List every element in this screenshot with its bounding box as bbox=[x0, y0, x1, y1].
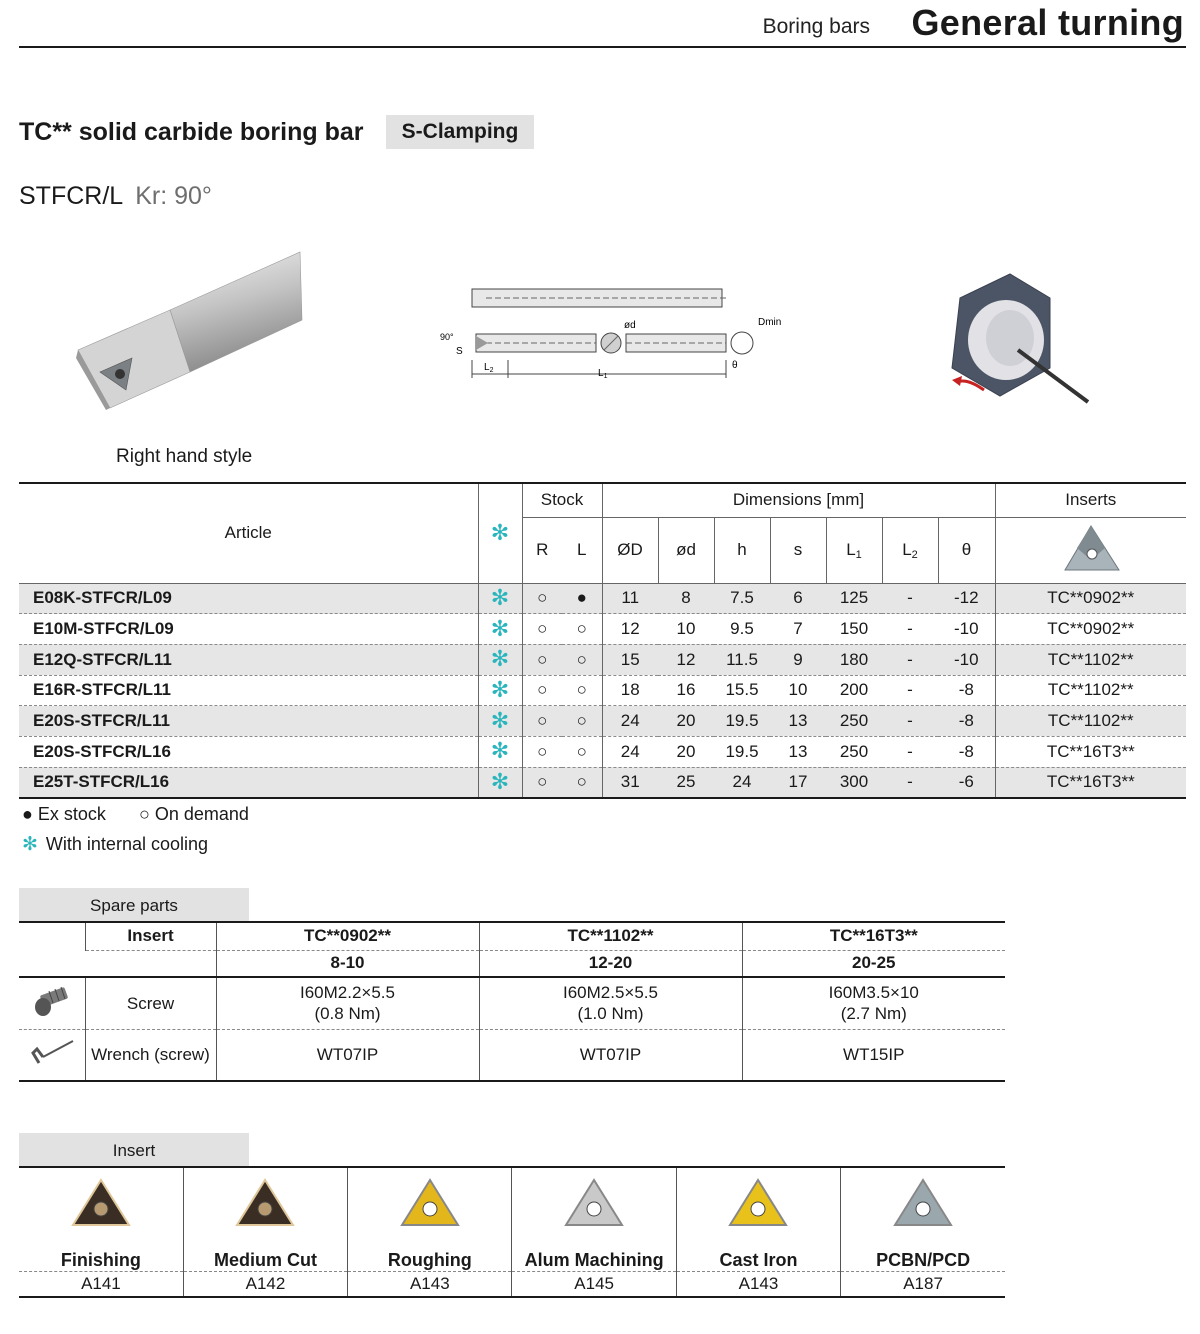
cooling-cell bbox=[478, 767, 522, 798]
cell-d: 16 bbox=[658, 675, 714, 706]
grade-name: Roughing bbox=[348, 1243, 512, 1271]
screw-icon bbox=[27, 983, 77, 1019]
wrench-icon bbox=[27, 1037, 77, 1067]
cooling-cell bbox=[478, 583, 522, 614]
screw-label: Screw bbox=[85, 977, 216, 1029]
grade-page[interactable]: A143 bbox=[676, 1271, 840, 1297]
cell-L2: - bbox=[882, 706, 938, 737]
cooling-cell bbox=[478, 736, 522, 767]
cell-D: 15 bbox=[602, 644, 658, 675]
cell-L1: 125 bbox=[826, 583, 882, 614]
spare-parts-table bbox=[19, 921, 1005, 1082]
article-code: E16R-STFCR/L11 bbox=[19, 675, 478, 706]
grade-name: Finishing bbox=[19, 1243, 183, 1271]
cell-l: ○ bbox=[562, 614, 602, 645]
screw-code: I60M2.5×5.5 bbox=[563, 983, 658, 1003]
insert-grade-icon bbox=[233, 1175, 297, 1231]
cell-l: ● bbox=[562, 583, 602, 614]
screw-torque: (0.8 Nm) bbox=[314, 1004, 381, 1024]
table-row bbox=[19, 583, 1186, 614]
section-label: Boring bars bbox=[762, 15, 870, 38]
grade-page[interactable]: A142 bbox=[183, 1271, 347, 1297]
table-row bbox=[19, 706, 1186, 737]
grade-name: PCBN/PCD bbox=[841, 1243, 1005, 1271]
article-code: E08K-STFCR/L09 bbox=[19, 583, 478, 614]
cell-D: 18 bbox=[602, 675, 658, 706]
article-code: E20S-STFCR/L11 bbox=[19, 706, 478, 737]
cooling-cell bbox=[478, 675, 522, 706]
snowflake-icon: ✻ bbox=[490, 646, 510, 672]
cell-theta: -8 bbox=[938, 736, 995, 767]
col-dim-d: ød bbox=[658, 517, 714, 583]
spare-range: 8-10 bbox=[216, 950, 479, 977]
col-stock-r: R bbox=[522, 517, 562, 583]
insert-grade-icon bbox=[891, 1175, 955, 1231]
col-dim-L1 bbox=[826, 517, 882, 583]
wrench-label: Wrench (screw) bbox=[85, 1029, 216, 1081]
grade-image bbox=[841, 1167, 1005, 1243]
cell-L1: 200 bbox=[826, 675, 882, 706]
article-code: E20S-STFCR/L16 bbox=[19, 736, 478, 767]
l2-sub: 2 bbox=[489, 367, 494, 374]
article-code: E10M-STFCR/L09 bbox=[19, 614, 478, 645]
col-dim-L1-text: L bbox=[846, 539, 856, 559]
insert-grade-icon bbox=[398, 1175, 462, 1231]
cell-theta: -6 bbox=[938, 767, 995, 798]
insert-grades-table bbox=[19, 1166, 1005, 1298]
page-title: General turning bbox=[911, 2, 1184, 43]
table-row bbox=[19, 736, 1186, 767]
boring-bar-image bbox=[70, 250, 310, 410]
clamping-badge: S-Clamping bbox=[386, 115, 534, 149]
screw-code: I60M2.2×5.5 bbox=[300, 983, 395, 1003]
cell-r: ○ bbox=[522, 767, 562, 798]
col-dim-L2 bbox=[882, 517, 938, 583]
workpiece-image bbox=[940, 268, 1100, 418]
insert-icon bbox=[1061, 522, 1121, 574]
snowflake-icon: ✻ bbox=[22, 834, 38, 855]
screw-torque: (1.0 Nm) bbox=[577, 1004, 644, 1024]
cell-L1: 250 bbox=[826, 706, 882, 737]
wrench-image bbox=[19, 1029, 85, 1081]
cell-h: 7.5 bbox=[714, 583, 770, 614]
cell-d: 20 bbox=[658, 706, 714, 737]
cell-insert: TC**16T3** bbox=[995, 767, 1186, 798]
cell-D: 24 bbox=[602, 706, 658, 737]
screw-cell bbox=[742, 977, 1005, 1029]
cell-h: 19.5 bbox=[714, 736, 770, 767]
col-dim-h: h bbox=[714, 517, 770, 583]
insert-grade-icon bbox=[726, 1175, 790, 1231]
cell-h: 19.5 bbox=[714, 706, 770, 737]
grade-image bbox=[183, 1167, 347, 1243]
cell-L1: 300 bbox=[826, 767, 882, 798]
cell-theta: -8 bbox=[938, 706, 995, 737]
cell-d: 10 bbox=[658, 614, 714, 645]
grade-page[interactable]: A141 bbox=[81, 1273, 121, 1293]
cell-l: ○ bbox=[562, 736, 602, 767]
cell-h: 24 bbox=[714, 767, 770, 798]
cell-r: ○ bbox=[522, 706, 562, 737]
col-dim-D: ØD bbox=[602, 517, 658, 583]
screw-image bbox=[19, 977, 85, 1029]
cell-h: 15.5 bbox=[714, 675, 770, 706]
table-row bbox=[19, 675, 1186, 706]
snowflake-icon: ✻ bbox=[490, 584, 510, 610]
snowflake-icon: ✻ bbox=[490, 707, 510, 733]
wrench-code: WT07IP bbox=[479, 1029, 742, 1081]
cell-L2: - bbox=[882, 767, 938, 798]
col-dim-L1-sub: 1 bbox=[855, 548, 862, 561]
on-demand-label: On demand bbox=[154, 804, 249, 824]
cell-L2: - bbox=[882, 583, 938, 614]
ex-stock-label: Ex stock bbox=[37, 804, 106, 824]
s-label: S bbox=[456, 346, 463, 357]
article-code: E25T-STFCR/L16 bbox=[19, 767, 478, 798]
cooling-cell bbox=[478, 706, 522, 737]
cell-L2: - bbox=[882, 614, 938, 645]
spare-range: 20-25 bbox=[742, 950, 1005, 977]
cell-d: 20 bbox=[658, 736, 714, 767]
col-dim-L2-sub: 2 bbox=[911, 548, 918, 561]
cell-r: ○ bbox=[522, 736, 562, 767]
cell-h: 9.5 bbox=[714, 614, 770, 645]
product-title: TC** solid carbide boring bar bbox=[19, 118, 364, 146]
col-stock: Stock bbox=[522, 483, 602, 517]
on-demand-icon: ○ bbox=[138, 804, 150, 824]
figure-caption: Right hand style bbox=[116, 446, 253, 467]
cell-theta: -10 bbox=[938, 614, 995, 645]
cooling-cell bbox=[478, 614, 522, 645]
insert-grade-icon bbox=[562, 1175, 626, 1231]
model-line bbox=[19, 182, 212, 211]
cell-s: 10 bbox=[770, 675, 826, 706]
cell-theta: -10 bbox=[938, 644, 995, 675]
cell-s: 7 bbox=[770, 614, 826, 645]
cell-d: 25 bbox=[658, 767, 714, 798]
cell-insert: TC**1102** bbox=[995, 644, 1186, 675]
cell-insert: TC**0902** bbox=[995, 614, 1186, 645]
table-row bbox=[19, 644, 1186, 675]
cell-s: 17 bbox=[770, 767, 826, 798]
svg-text:L2 bbox=[484, 362, 494, 374]
cell-r: ○ bbox=[522, 583, 562, 614]
cell-l: ○ bbox=[562, 706, 602, 737]
grade-page[interactable]: A145 bbox=[512, 1271, 676, 1297]
cell-l: ○ bbox=[562, 644, 602, 675]
article-code: E12Q-STFCR/L11 bbox=[19, 644, 478, 675]
col-dim-L2-text: L bbox=[902, 539, 912, 559]
snowflake-icon: ✻ bbox=[490, 519, 510, 545]
snowflake-icon: ✻ bbox=[490, 768, 510, 794]
table-row bbox=[19, 614, 1186, 645]
cell-s: 9 bbox=[770, 644, 826, 675]
cell-r: ○ bbox=[522, 614, 562, 645]
cell-r: ○ bbox=[522, 644, 562, 675]
grade-image bbox=[348, 1167, 512, 1243]
col-article: Article bbox=[19, 483, 478, 583]
l1-label: L bbox=[598, 368, 604, 379]
grade-page[interactable]: A143 bbox=[348, 1271, 512, 1297]
cooling-label: With internal cooling bbox=[45, 834, 209, 854]
kr-angle: Kr: 90° bbox=[135, 182, 212, 210]
cell-d: 8 bbox=[658, 583, 714, 614]
grade-image bbox=[19, 1167, 183, 1243]
col-dim-theta: θ bbox=[938, 517, 995, 583]
cooling-cell bbox=[478, 644, 522, 675]
spare-insert: TC**0902** bbox=[216, 922, 479, 950]
screw-cell bbox=[479, 977, 742, 1029]
legend-stock bbox=[22, 804, 249, 825]
col-stock-l: L bbox=[562, 517, 602, 583]
cell-D: 24 bbox=[602, 736, 658, 767]
cell-D: 12 bbox=[602, 614, 658, 645]
cell-s: 13 bbox=[770, 706, 826, 737]
wrench-code: WT07IP bbox=[216, 1029, 479, 1081]
l1-sub: 1 bbox=[603, 373, 608, 380]
screw-cell bbox=[216, 977, 479, 1029]
spare-insert: TC**16T3** bbox=[742, 922, 1005, 950]
cell-theta: -8 bbox=[938, 675, 995, 706]
insert-label: Insert bbox=[85, 922, 216, 950]
od-label: ød bbox=[624, 320, 636, 331]
cell-L1: 250 bbox=[826, 736, 882, 767]
cooling-header bbox=[478, 483, 522, 583]
cell-L2: - bbox=[882, 736, 938, 767]
legend-cooling bbox=[22, 834, 208, 855]
snowflake-icon: ✻ bbox=[490, 738, 510, 764]
grade-name: Cast Iron bbox=[676, 1243, 840, 1271]
screw-code: I60M3.5×10 bbox=[828, 983, 919, 1003]
theta-label: θ bbox=[732, 360, 738, 371]
spare-insert: TC**1102** bbox=[479, 922, 742, 950]
snowflake-icon: ✻ bbox=[490, 676, 510, 702]
col-dim-s: s bbox=[770, 517, 826, 583]
dmin-label: Dmin bbox=[758, 317, 782, 328]
spare-parts-tab: Spare parts bbox=[19, 888, 249, 922]
cell-r: ○ bbox=[522, 675, 562, 706]
cell-D: 11 bbox=[602, 583, 658, 614]
ex-stock-icon: ● bbox=[22, 804, 33, 824]
grade-name: Medium Cut bbox=[183, 1243, 347, 1271]
cell-l: ○ bbox=[562, 767, 602, 798]
cell-L1: 180 bbox=[826, 644, 882, 675]
cell-s: 13 bbox=[770, 736, 826, 767]
table-row bbox=[19, 767, 1186, 798]
cell-d: 12 bbox=[658, 644, 714, 675]
grade-image bbox=[512, 1167, 676, 1243]
page-header bbox=[19, 0, 1186, 48]
cell-h: 11.5 bbox=[714, 644, 770, 675]
insert-header-image bbox=[995, 517, 1186, 583]
col-dimensions: Dimensions [mm] bbox=[602, 483, 995, 517]
grade-image bbox=[676, 1167, 840, 1243]
cell-theta: -12 bbox=[938, 583, 995, 614]
grade-name: Alum Machining bbox=[512, 1243, 676, 1271]
dimension-diagram bbox=[436, 278, 792, 388]
cell-insert: TC**1102** bbox=[995, 675, 1186, 706]
cell-insert: TC**0902** bbox=[995, 583, 1186, 614]
model-code: STFCR/L bbox=[19, 182, 124, 210]
insert-grade-icon bbox=[69, 1175, 133, 1231]
wrench-code: WT15IP bbox=[742, 1029, 1005, 1081]
cell-insert: TC**1102** bbox=[995, 706, 1186, 737]
cell-s: 6 bbox=[770, 583, 826, 614]
grade-page[interactable]: A187 bbox=[841, 1271, 1005, 1297]
cell-insert: TC**16T3** bbox=[995, 736, 1186, 767]
cell-L1: 150 bbox=[826, 614, 882, 645]
l2-label: L bbox=[484, 362, 490, 373]
cell-L2: - bbox=[882, 675, 938, 706]
snowflake-icon: ✻ bbox=[490, 615, 510, 641]
insert-tab: Insert bbox=[19, 1133, 249, 1167]
spare-range: 12-20 bbox=[479, 950, 742, 977]
angle-label: 90° bbox=[440, 332, 454, 342]
article-table bbox=[19, 482, 1186, 799]
screw-torque: (2.7 Nm) bbox=[840, 1004, 907, 1024]
cell-l: ○ bbox=[562, 675, 602, 706]
svg-text:L1 bbox=[598, 368, 608, 380]
cell-L2: - bbox=[882, 644, 938, 675]
col-inserts: Inserts bbox=[995, 483, 1186, 517]
cell-D: 31 bbox=[602, 767, 658, 798]
